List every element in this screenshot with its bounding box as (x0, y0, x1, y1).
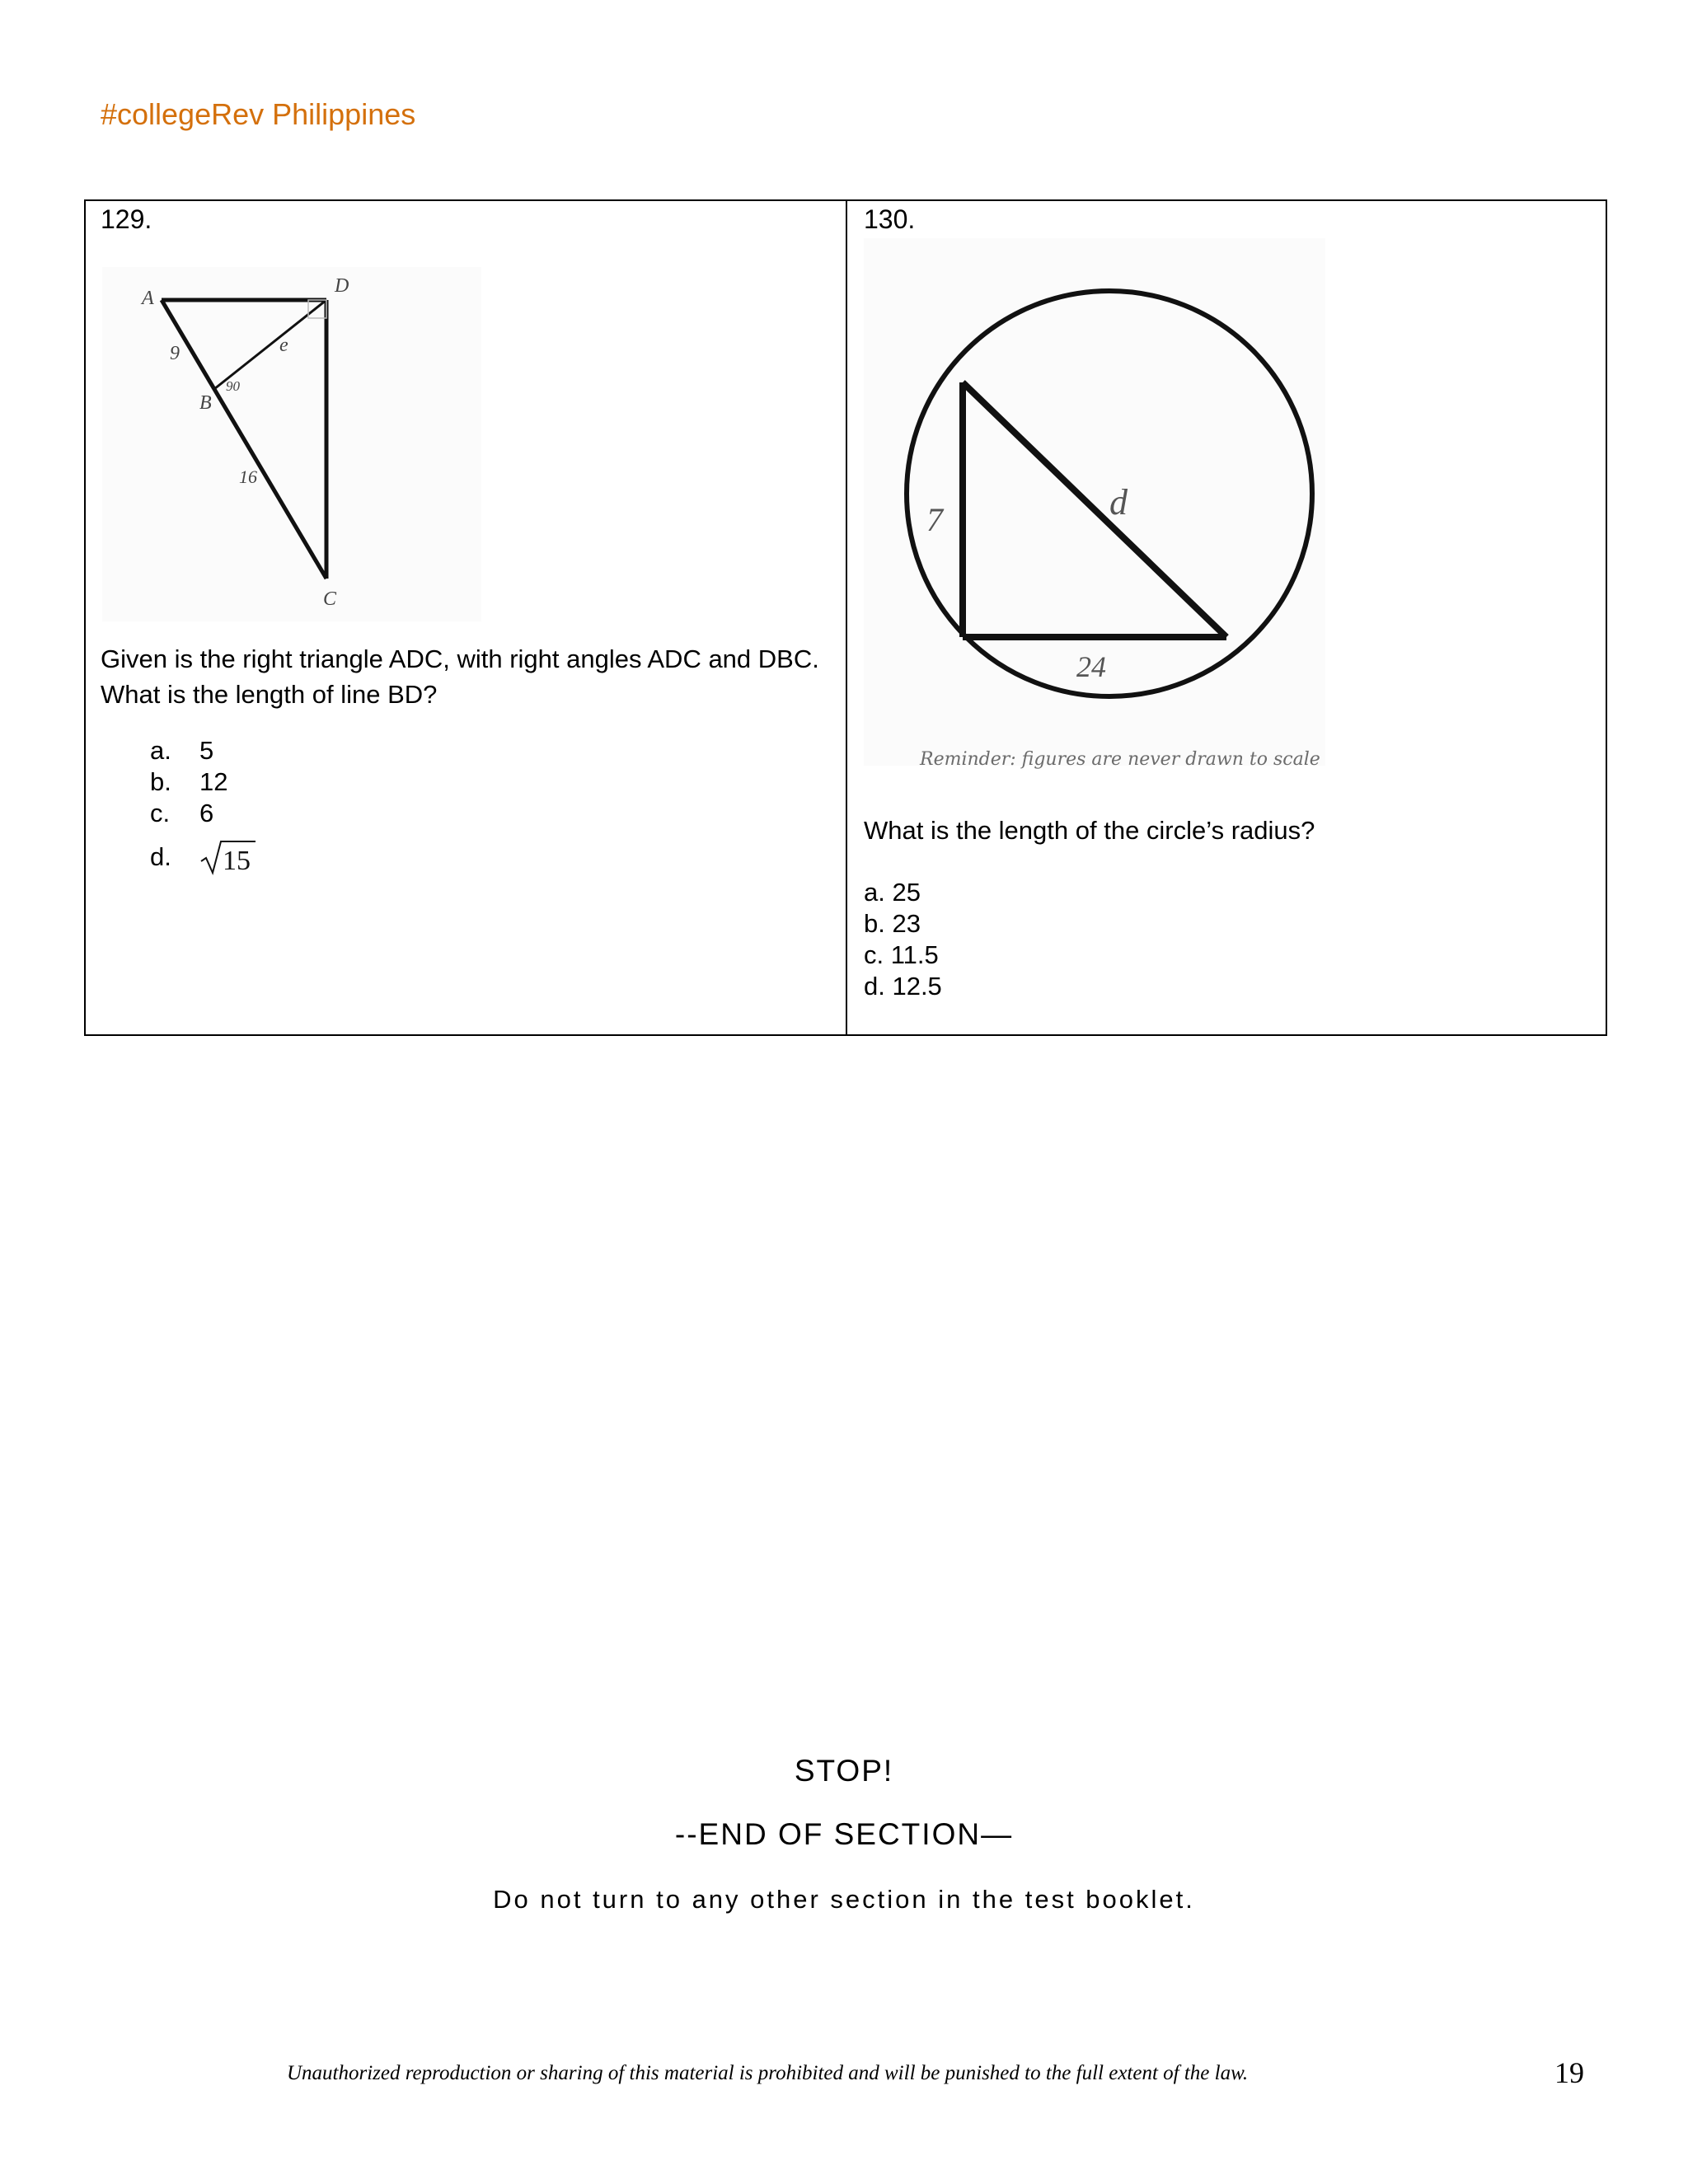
label-7: 7 (926, 501, 943, 538)
question-130-cell (847, 201, 1606, 1034)
question-text-line-1: Given is the right triangle ADC, with right angles ADC and DBC. (101, 644, 819, 673)
option-b: b. 23 (864, 909, 921, 938)
end-of-section-heading: --END OF SECTION— (674, 1817, 1014, 1851)
instruction-text: Do not turn to any other section in the test booklet. (493, 1885, 1195, 1914)
label-b: B (199, 392, 212, 414)
triangle-diagram (102, 267, 481, 621)
question-number: 130. (864, 204, 916, 234)
option-a: a. 25 (864, 878, 921, 907)
label-d: D (335, 275, 349, 297)
label-d: d (1109, 482, 1128, 523)
question-text-line-2: What is the length of line BD? (101, 680, 438, 709)
circle-figure (864, 238, 1325, 766)
sqrt-expression (199, 837, 257, 878)
question-text (101, 641, 834, 712)
label-angle: 90 (226, 378, 240, 394)
option-d: d. 12.5 (864, 972, 942, 1001)
reminder-note: Reminder: figures are never drawn to scale (920, 749, 1320, 770)
triangle-figure (102, 267, 481, 621)
answer-options (864, 877, 942, 1002)
label-24: 24 (1076, 650, 1106, 683)
sqrt-radicand: 15 (223, 846, 251, 876)
option-c: c. 11.5 (864, 940, 939, 969)
label-c: C (323, 588, 337, 610)
questions-table (84, 199, 1607, 1036)
label-bc: 16 (239, 466, 257, 487)
option-d: d. 15 (150, 834, 257, 880)
stop-heading: STOP! (794, 1754, 894, 1788)
question-number: 129. (101, 204, 152, 234)
label-a: A (142, 288, 154, 309)
option-b: b. 12 (150, 767, 228, 796)
answer-options (150, 735, 257, 880)
option-a: a. 5 (150, 736, 214, 765)
circle-diagram (864, 238, 1325, 766)
question-129-cell (86, 201, 847, 1034)
option-c: c. 6 (150, 799, 214, 827)
header-brand: #collegeRev Philippines (101, 97, 416, 131)
label-bd: e (279, 335, 288, 356)
question-text: What is the length of the circle’s radius? (864, 816, 1315, 845)
copyright-notice: Unauthorized reproduction or sharing of this material is prohibited and will be punished to the full extent of the law. (287, 2062, 1249, 2084)
page-number: 19 (1554, 2056, 1584, 2089)
label-ab: 9 (170, 343, 180, 364)
